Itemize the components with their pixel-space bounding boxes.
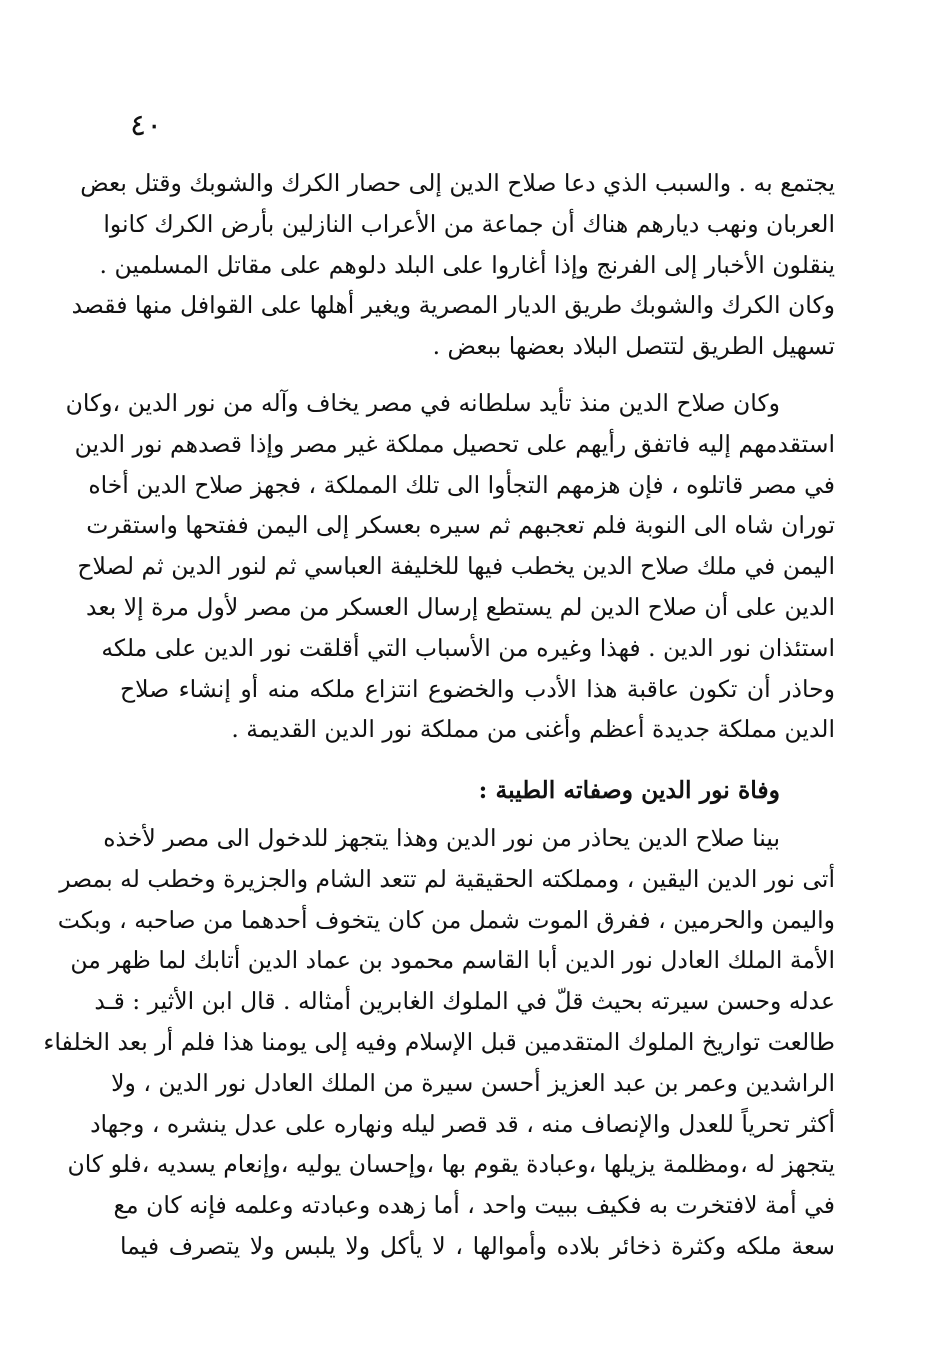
text-line: وكان الكرك والشوبك طريق الديار المصرية ويغير أهلها على القوافل منها فقصد [71, 291, 835, 320]
text-line: توران شاه الى النوبة فلم تعجبهم ثم سيره بعسكر إلى اليمن ففتحها واستقرت [86, 511, 835, 540]
text-line: استقدمهم إليه فاتفق رأيهم على تحصيل مملكة غير مصر وإذا قصدهم نور الدين [74, 429, 835, 458]
text-line: استئذان نور الدين . فهذا وغيره من الأسباب التي أقلقت نور الدين على ملكه [101, 633, 835, 662]
text-line: ينقلون الأخبار إلى الفرنج وإذا أغاروا على البلد دلوهم على مقاتل المسلمين . [99, 250, 835, 279]
text-line: الراشدين وعمر بن عبد العزيز أحسن سيرة من الملك العادل نور الدين ، ولا [111, 1068, 835, 1097]
text-line: وكان صلاح الدين منذ تأيد سلطانه في مصر يخاف وآله من نور الدين ،وكان [65, 389, 780, 417]
paragraph [71, 163, 835, 367]
text-line: يجتمع به . والسبب الذي دعا صلاح الدين إلى حصار الكرك والشوبك وقتل بعض [80, 169, 835, 197]
section-heading: وفاة نور الدين وصفاته الطيبة : [478, 776, 780, 804]
page-number: ٤٠ [130, 108, 163, 143]
text-line: في أمة لافتخرت به فكيف ببيت واحد ، أما زهده وعبادته وعلمه فإنه كان مع [113, 1191, 835, 1220]
text-line: سعة ملكه وكثرة ذخائر بلاده وأموالها ، لا يأكل ولا يلبس ولا يتصرف فيما [120, 1231, 835, 1260]
text-line: العربان ونهب ديارهم هناك أن جماعة من الأعراب النازلين بأرض الكرك كانوا [103, 209, 835, 238]
text-line: يتجهز له ،ومظلمة يزيلها ،وعبادة يقوم بها ،وإحسان يوليه ،وإنعام يسديه ،فلو كان [67, 1150, 835, 1179]
text-line: طالعت تواريخ الملوك المتقدمين قبل الإسلام وفيه إلى يومنا هذا فلم أر بعد الخلفاء [43, 1027, 835, 1056]
text-line: تسهيل الطريق لتتصل البلاد بعضها ببعض . [432, 332, 835, 361]
text-line: الدين مملكة جديدة أعظم وأغنى من مملكة نور الدين القديمة . [231, 715, 835, 744]
text-line: وحاذر أن تكون عاقبة هذا الأدب والخضوع انتزاع ملكه منه أو إنشاء صلاح [120, 674, 835, 703]
text-line: واليمن والحرمين ، ففرق الموت شمل من كان يتخوف أحدهما من صاحبه ، وبكت [57, 905, 835, 934]
text-line: الدين على أن صلاح الدين لم يستطع إرسال العسكر من مصر لأول مرة إلا بعد [86, 592, 835, 621]
text-line: الأمة الملك العادل نور الدين أبا القاسم محمود بن عماد الدين أتابك لما ظهر من [70, 946, 835, 975]
section-heading-block [120, 770, 835, 811]
text-line: بينا صلاح الدين يحاذر من نور الدين وهذا يتجهز للدخول الى مصر لأخذه [103, 824, 780, 852]
text-line: أكثر تحرياً للعدل والإنصاف منه ، قد قصر ليله ونهاره على عدل ينشره ، وجهاد [90, 1109, 835, 1138]
text-line: أتى نور الدين اليقين ، ومملكته الحقيقية لم تتعد الشام والجزيرة وخطب له بمصر [59, 864, 835, 893]
text-line: في مصر قاتلوه ، فإن هزمهم التجأوا الى تلك المملكة ، فجهز صلاح الدين أخاه [88, 470, 835, 499]
text-line: اليمن في ملك صلاح الدين يخطب فيها للخليفة العباسي ثم لنور الدين ثم لصلاح [77, 552, 835, 581]
paragraph [65, 383, 835, 750]
paragraph [43, 818, 835, 1267]
text-line: عدله وحسن سيرته بحيث قلّ في الملوك الغابرين أمثاله . قال ابن الأثير : قـد [94, 987, 835, 1016]
